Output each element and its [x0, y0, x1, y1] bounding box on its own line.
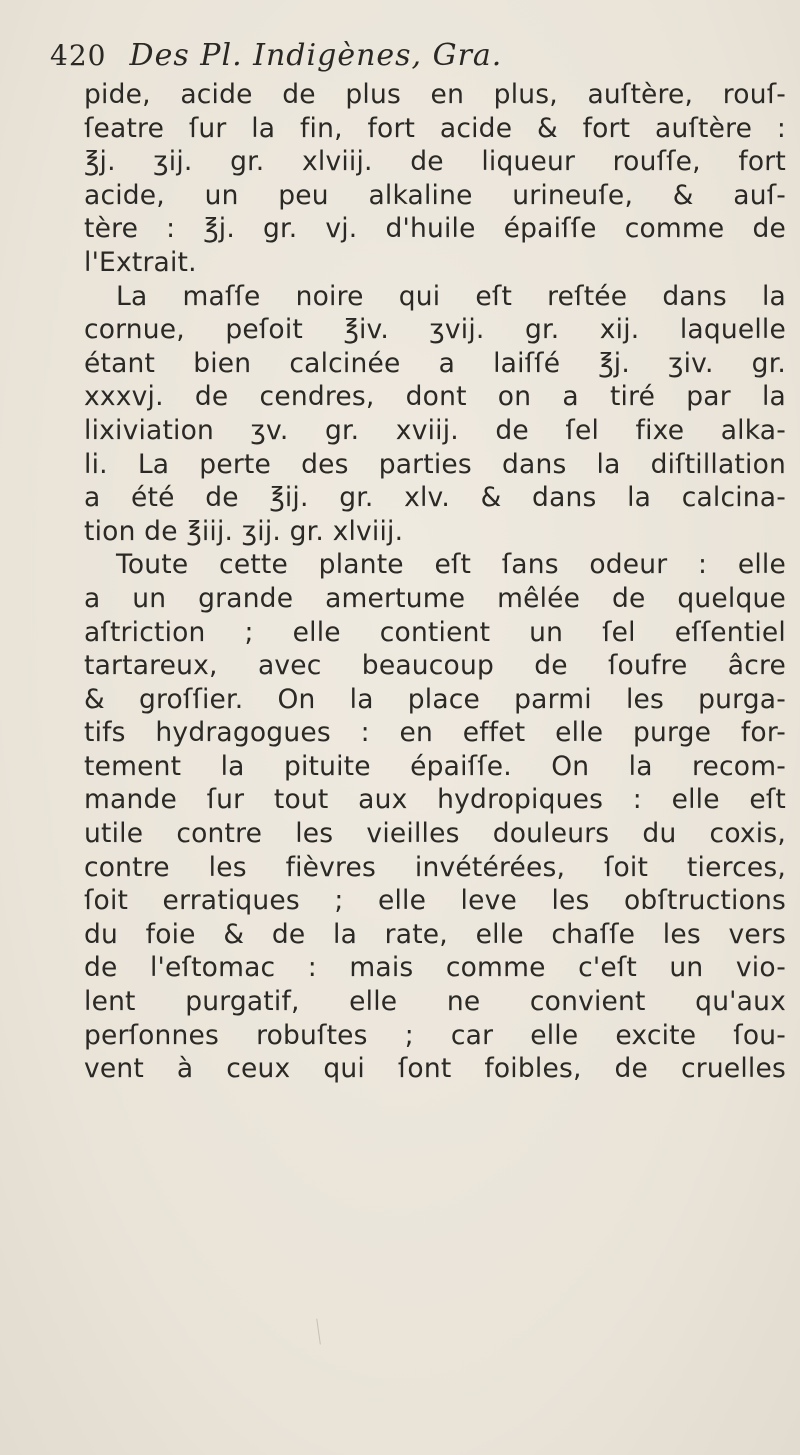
text-line: de l'eſtomac : mais comme c'eſt un vio-: [84, 952, 786, 984]
paper-mark: [316, 1318, 329, 1345]
text-line: a été de ℥ij. gr. xlv. & dans la calcina-: [84, 482, 786, 514]
text-line: pide, acide de plus en plus, auſtère, rouſ-: [84, 79, 786, 110]
text-line: cornue, peſoit ℥iv. ʒvij. gr. xij. laquelle: [84, 314, 786, 346]
page-number: 420: [50, 39, 107, 72]
text-line: perſonnes robuſtes ; car elle excite ſou-: [84, 1019, 786, 1051]
text-line: acide, un peu alkaline urineuſe, & auſ-: [84, 179, 786, 211]
text-line: vent à ceux qui ſont foibles, de cruelles: [84, 1053, 786, 1085]
text-line: du foie & de la rate, elle chaſſe les vers: [84, 918, 786, 950]
text-line: ℥j. ʒij. gr. xlviij. de liqueur rouſſe, fort: [84, 146, 786, 178]
text-line: aſtriction ; elle contient un ſel eſſentiel: [84, 616, 786, 648]
text-line: lent purgatif, elle ne convient qu'aux: [84, 986, 786, 1018]
text-line: a un grande amertume mêlée de quelque: [84, 582, 786, 614]
text-line: étant bien calcinée a laiſſé ℥j. ʒiv. gr.: [84, 347, 786, 379]
text-line: mande ſur tout aux hydropiques : elle eſt: [84, 784, 786, 816]
running-title: Des Pl. Indigènes, Gra.: [129, 38, 503, 73]
text-line: La maſſe noire qui eſt reſtée dans la: [116, 280, 786, 312]
text-line: xxxvj. de cendres, dont on a tiré par la: [84, 381, 786, 413]
body-text: [84, 78, 786, 1086]
text-line: tère : ℥j. gr. vj. d'huile épaiſſe comme de: [84, 213, 786, 245]
text-line: tartareux, avec beaucoup de ſoufre âcre: [84, 650, 786, 682]
text-line: ſeatre ſur la fin, fort acide & fort auſtère :: [84, 112, 786, 144]
text-line: ſoit erratiques ; elle leve les obſtructions: [84, 885, 786, 917]
text-line: & groſſier. On la place parmi les purga-: [84, 683, 786, 715]
text-line: utile contre les vieilles douleurs du coxis,: [84, 818, 786, 850]
text-line: lixiviation ʒv. gr. xviij. de ſel fixe alka-: [84, 414, 786, 446]
text-line: Toute cette plante eſt ſans odeur : elle: [116, 549, 786, 581]
text-line: contre les fièvres invétérées, ſoit tierces,: [84, 851, 786, 883]
text-line: tement la pituite épaiſſe. On la recom-: [84, 750, 786, 782]
text-line: tifs hydragogues : en effet elle purge for-: [84, 717, 786, 749]
text-line: li. La perte des parties dans la diſtillation: [84, 448, 786, 480]
text-line: tion de ℥iij. ʒij. gr. xlviij.: [84, 515, 404, 547]
text-line: l'Extrait.: [84, 246, 197, 278]
